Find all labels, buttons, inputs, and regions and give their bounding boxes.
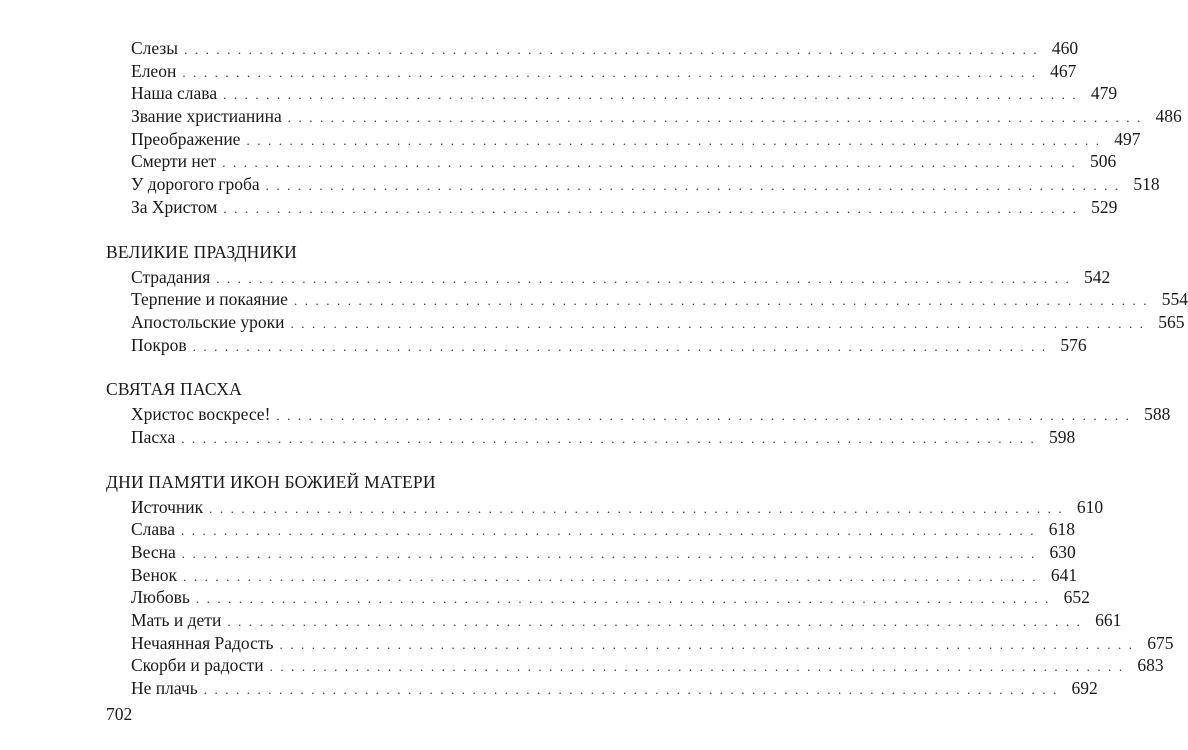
dot-leader: ................................................................................ [287, 110, 1148, 126]
dot-leader: ................................................................................ [227, 614, 1088, 630]
entry-page-number: 565 [1158, 311, 1185, 332]
dot-leader: ................................................................................ [223, 87, 1084, 103]
entry-page-number: 652 [1063, 587, 1090, 608]
dot-leader: ................................................................................ [209, 500, 1070, 516]
entry-page-number: 460 [1051, 38, 1079, 58]
toc-entry[interactable] [106, 564, 1078, 587]
entry-title: Елеон [131, 60, 177, 81]
dot-leader: ................................................................................ [246, 132, 1107, 148]
entry-title: Преображение [131, 128, 241, 149]
dot-leader: ................................................................................ [181, 430, 1042, 446]
dot-leader: ................................................................................ [182, 64, 1043, 80]
dot-leader: ................................................................................ [265, 178, 1126, 194]
entry-title: Страдания [131, 266, 211, 287]
entry-title: Источник [131, 496, 204, 517]
toc-entry[interactable] [106, 60, 1077, 83]
entry-page-number: 506 [1089, 151, 1117, 172]
toc-section [106, 239, 1188, 357]
toc-entry[interactable] [106, 173, 1160, 196]
toc-entry[interactable] [106, 150, 1117, 173]
toc-entry[interactable] [106, 334, 1087, 357]
entry-page-number: 542 [1084, 266, 1111, 287]
entry-title: Апостольские уроки [131, 311, 285, 332]
toc-entry[interactable] [106, 311, 1185, 334]
entry-page-number: 610 [1076, 496, 1104, 517]
dot-leader: ................................................................................ [183, 568, 1044, 584]
entry-page-number: 529 [1091, 196, 1118, 217]
entry-title: Смерти нет [131, 151, 217, 172]
toc-entry[interactable] [106, 288, 1188, 311]
entry-title: За Христом [131, 196, 218, 217]
entry-page-number: 675 [1147, 632, 1174, 653]
dot-leader: ................................................................................ [216, 270, 1077, 286]
dot-leader: ................................................................................ [276, 408, 1137, 424]
entry-page-number: 486 [1155, 106, 1182, 127]
entry-title: Весна [131, 542, 176, 562]
dot-leader: ................................................................................ [290, 315, 1151, 331]
section-heading: ВЕЛИКИЕ ПРАЗДНИКИ [106, 241, 297, 262]
section-heading: СВЯТАЯ ПАСХА [106, 379, 242, 400]
section-heading: ДНИ ПАМЯТИ ИКОН БОЖИЕЙ МАТЕРИ [106, 471, 436, 492]
dot-leader: ................................................................................ [181, 546, 1042, 561]
dot-leader: ................................................................................ [223, 200, 1084, 216]
entry-title: Терпение и покаяние [131, 289, 288, 310]
toc-section [106, 469, 1174, 700]
dot-leader: ................................................................................ [180, 523, 1041, 539]
entry-page-number: 692 [1071, 678, 1098, 699]
entry-page-number: 598 [1048, 426, 1076, 447]
entry-page-number: 479 [1090, 83, 1118, 104]
dot-leader: ................................................................................ [222, 155, 1083, 171]
toc-entry[interactable] [106, 128, 1141, 151]
entry-title: Не плачь [131, 678, 198, 699]
entry-page-number: 683 [1137, 655, 1164, 676]
toc-entry[interactable] [106, 426, 1076, 449]
entry-title: Звание христианина [131, 106, 282, 127]
entry-page-number: 661 [1095, 610, 1122, 631]
entry-title: Венок [131, 564, 178, 585]
toc-entry[interactable] [106, 586, 1090, 609]
toc-entry[interactable] [106, 496, 1104, 519]
dot-leader: ................................................................................ [184, 42, 1045, 57]
dot-leader: ................................................................................ [269, 659, 1130, 675]
entry-title: Мать и дети [131, 610, 222, 631]
entry-page-number: 554 [1161, 289, 1188, 310]
entry-title: Любовь [131, 587, 190, 608]
entry-page-number: 641 [1050, 564, 1078, 585]
entry-title: У дорогого гроба [131, 174, 260, 195]
toc-section [106, 376, 1171, 448]
dot-leader: ................................................................................ [195, 591, 1056, 607]
toc-entry[interactable] [106, 541, 1076, 564]
dot-leader: ................................................................................ [293, 293, 1154, 309]
entry-page-number: 630 [1049, 542, 1076, 562]
toc-entry[interactable] [106, 105, 1182, 128]
entry-page-number: 588 [1144, 404, 1171, 425]
page-number-footer: 702 [106, 704, 133, 724]
entry-page-number: 497 [1114, 128, 1141, 149]
toc-entry[interactable] [106, 632, 1174, 655]
entry-title: Скорби и радости [131, 655, 264, 676]
entry-page-number: 576 [1060, 334, 1087, 355]
toc-entry[interactable] [106, 609, 1122, 632]
dot-leader: ................................................................................ [203, 682, 1064, 698]
entry-title: Наша слава [131, 83, 218, 104]
toc-entry[interactable] [106, 403, 1171, 426]
entry-title: Христос воскресе! [131, 404, 271, 425]
entry-title: Покров [131, 334, 187, 355]
entry-page-number: 518 [1133, 174, 1160, 195]
toc-entry[interactable] [106, 82, 1118, 105]
toc-entry[interactable] [106, 677, 1098, 700]
entry-page-number: 618 [1048, 519, 1075, 540]
entry-title: Слезы [131, 38, 179, 58]
entry-page-number: 467 [1050, 60, 1077, 81]
toc-entry[interactable] [106, 37, 1079, 60]
toc-entry[interactable] [106, 654, 1164, 677]
dot-leader: ................................................................................ [192, 338, 1053, 354]
table-of-contents [106, 37, 1188, 700]
toc-section [106, 37, 1182, 219]
toc-entry[interactable] [106, 266, 1111, 289]
entry-title: Пасха [131, 426, 176, 447]
toc-entry[interactable] [106, 196, 1118, 219]
entry-title: Слава [131, 519, 175, 540]
toc-entry[interactable] [106, 518, 1075, 541]
dot-leader: ................................................................................ [279, 636, 1140, 652]
entry-title: Нечаянная Радость [131, 632, 274, 653]
